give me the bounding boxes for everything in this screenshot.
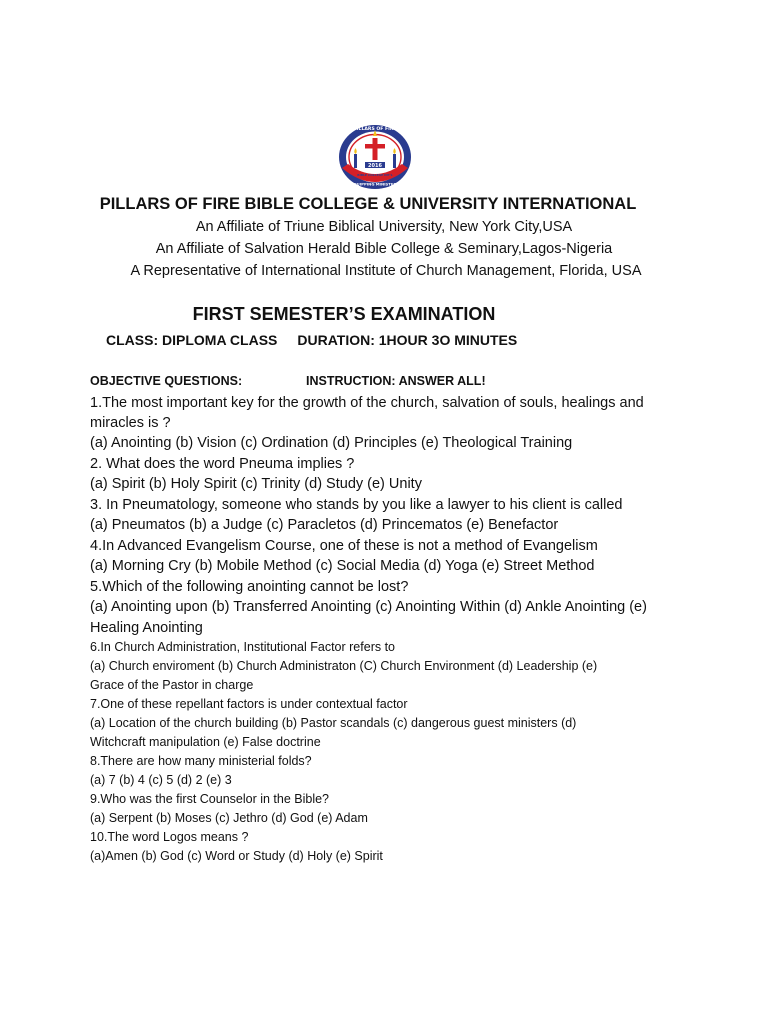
- question-7: 7.One of these repellant factors is under contextual factor: [90, 697, 408, 711]
- question-7-options-line-1: (a) Location of the church building (b) Pastor scandals (c) dangerous guest ministers (d): [90, 716, 577, 730]
- affiliate-line-3: A Representative of International Institute of Church Management, Florida, USA: [130, 263, 642, 279]
- question-1-line-1: 1.The most important key for the growth of the church, salvation of souls, healings and: [90, 395, 644, 411]
- class-duration-line: [106, 332, 517, 348]
- objective-instruction-line: [90, 374, 486, 388]
- class-label: CLASS: DIPLOMA CLASS: [106, 332, 278, 348]
- question-5-options-line-2: Healing Anointing: [90, 620, 203, 636]
- question-8-options: (a) 7 (b) 4 (c) 5 (d) 2 (e) 3: [90, 773, 232, 787]
- question-1-line-2: miracles is ?: [90, 415, 171, 431]
- logo-ring-top: PILLARS OF FIRE: [353, 127, 397, 133]
- logo-ring-bottom: EQUIPPING MINISTERS: [350, 181, 400, 187]
- question-5: 5.Which of the following anointing cannot be lost?: [90, 579, 409, 595]
- question-2-options: (a) Spirit (b) Holy Spirit (c) Trinity (d) Study (e) Unity: [90, 476, 422, 492]
- question-6-options-line-1: (a) Church enviroment (b) Church Administraton (C) Church Environment (d) Leadership (e): [90, 659, 598, 673]
- affiliate-line-2: An Affiliate of Salvation Herald Bible College & Seminary,Lagos-Nigeria: [155, 241, 613, 257]
- logo-ring-side: BIBLE COLLEGE INT'L: [357, 173, 393, 177]
- question-9-options: (a) Serpent (b) Moses (c) Jethro (d) God (e) Adam: [90, 811, 368, 825]
- question-4: 4.In Advanced Evangelism Course, one of these is not a method of Evangelism: [90, 538, 598, 554]
- question-6: 6.In Church Administration, Institutional Factor refers to: [90, 640, 395, 654]
- question-3-options: (a) Pneumatos (b) a Judge (c) Paracletos (d) Princematos (e) Benefactor: [90, 517, 559, 533]
- question-1-options: (a) Anointing (b) Vision (c) Ordination (d) Principles (e) Theological Training: [90, 435, 573, 451]
- question-6-options-line-2: Grace of the Pastor in charge: [90, 678, 254, 692]
- logo-year: 2016: [368, 163, 382, 169]
- question-2: 2. What does the word Pneuma implies ?: [90, 456, 355, 472]
- question-5-options-line-1: (a) Anointing upon (b) Transferred Anointing (c) Anointing Within (d) Ankle Anointing (e): [90, 599, 647, 615]
- college-title: PILLARS OF FIRE BIBLE COLLEGE & UNIVERSITY INTERNATIONAL: [99, 195, 637, 213]
- exam-title: FIRST SEMESTER’S EXAMINATION: [192, 304, 496, 324]
- question-8: 8.There are how many ministerial folds?: [90, 754, 312, 768]
- question-4-options: (a) Morning Cry (b) Mobile Method (c) Social Media (d) Yoga (e) Street Method: [90, 558, 595, 574]
- instruction-label: INSTRUCTION: ANSWER ALL!: [306, 374, 486, 388]
- college-logo: [338, 124, 412, 190]
- duration-label: DURATION: 1HOUR 3O MINUTES: [297, 332, 518, 348]
- question-3: 3. In Pneumatology, someone who stands by you like a lawyer to his client is called: [90, 497, 623, 513]
- question-10: 10.The word Logos means ?: [90, 830, 249, 844]
- question-9: 9.Who was the first Counselor in the Bible?: [90, 792, 330, 806]
- question-7-options-line-2: Witchcraft manipulation (e) False doctrine: [90, 735, 321, 749]
- question-10-options: (a)Amen (b) God (c) Word or Study (d) Holy (e) Spirit: [90, 849, 383, 863]
- objective-label: OBJECTIVE QUESTIONS:: [90, 374, 243, 388]
- affiliate-line-1: An Affiliate of Triune Biblical University, New York City,USA: [195, 219, 573, 235]
